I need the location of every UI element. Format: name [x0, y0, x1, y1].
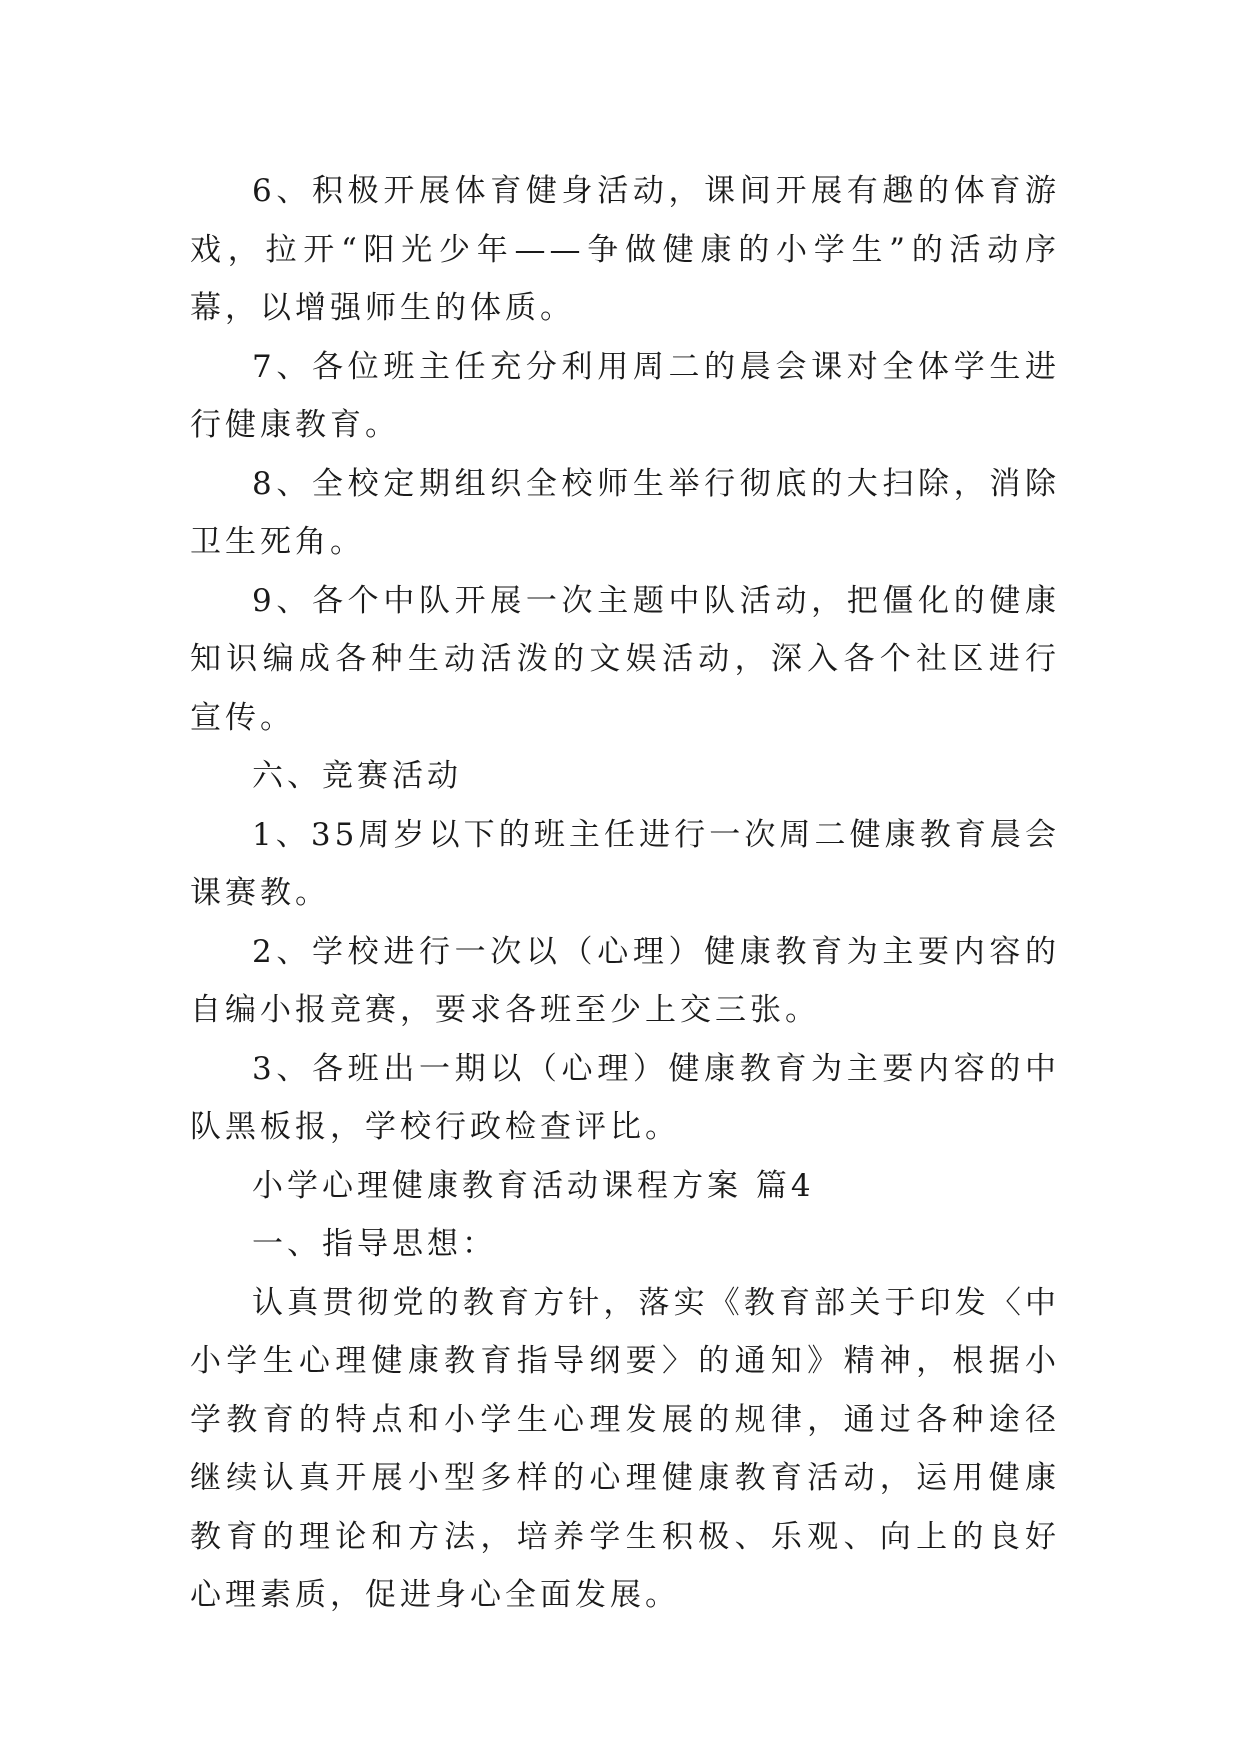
- paragraph-item-9: 9、各个中队开展一次主题中队活动，把僵化的健康知识编成各种生动活泼的文娱活动，深入各个社区进行宣传。: [190, 582, 1060, 736]
- paragraph-item-6: 6、积极开展体育健身活动，课间开展有趣的体育游戏，拉开“阳光少年——争做健康的小学生”的活动序幕，以增强师生的体质。: [190, 173, 1060, 326]
- competition-item-2: 2、学校进行一次以（心理）健康教育为主要内容的自编小报竞赛，要求各班至少上交三张。: [190, 933, 1060, 1028]
- competition-item-3: 3、各班出一期以（心理）健康教育为主要内容的中队黑板报，学校行政检查评比。: [190, 1050, 1060, 1145]
- document-body: [190, 162, 1060, 1625]
- competition-item-1: 1、35周岁以下的班主任进行一次周二健康教育晨会课赛教。: [190, 816, 1060, 911]
- section-heading-competition: 六、竞赛活动: [252, 758, 462, 794]
- article-title: 小学心理健康教育活动课程方案 篇4: [252, 1167, 815, 1204]
- section-heading-guiding-ideology: 一、指导思想：: [252, 1226, 497, 1262]
- paragraph-item-7: 7、各位班主任充分利用周二的晨会课对全体学生进行健康教育。: [190, 348, 1060, 443]
- guiding-ideology-paragraph: 认真贯彻党的教育方针，落实《教育部关于印发〈中小学生心理健康教育指导纲要〉的通知》精神，根据小学教育的特点和小学生心理发展的规律，通过各种途径继续认真开展小型多样的心理健康教育活动，运用健康教育的理论和方法，培养学生积极、乐观、向上的良好心理素质，促进身心全面发展。: [190, 1284, 1060, 1613]
- paragraph-item-8: 8、全校定期组织全校师生举行彻底的大扫除，消除卫生死角。: [190, 465, 1060, 560]
